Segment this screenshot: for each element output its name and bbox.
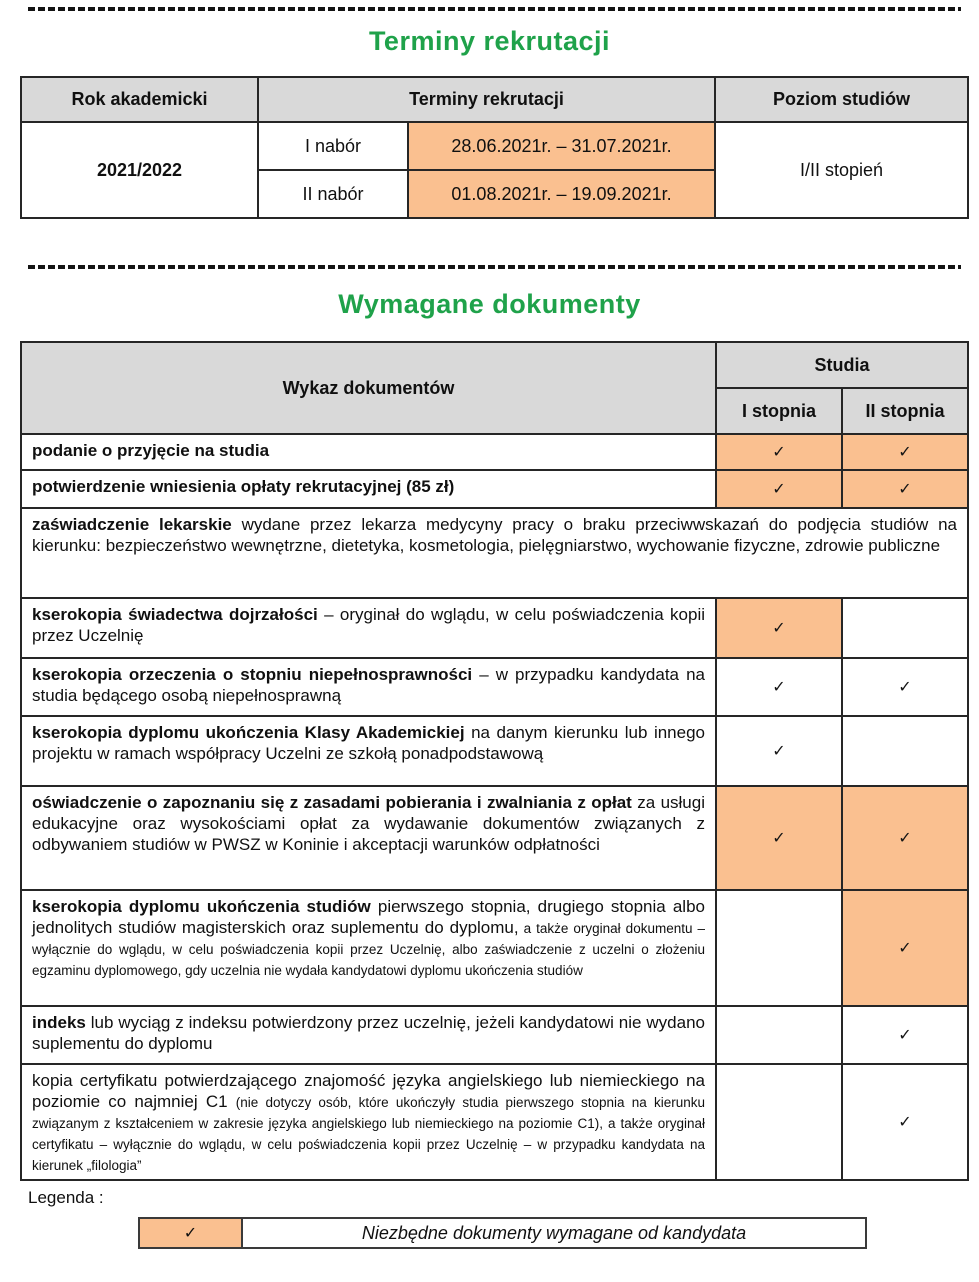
second-intake-dates: 01.08.2021r. – 19.09.2021r.: [408, 170, 715, 218]
document-row-text: kopia certyfikatu potwierdzającego znajomość języka angielskiego lub niemieckiego na poziomie co najmniej C1 (nie dotyczy osób, które ukończyły studia pierwszego stopnia na kierunku związanym z kształceniem w zakresie języka angielskiego lub niemieckiego na poziomie C1), a także oryginał certyfikatu – wyłącznie do wglądu, w celu poświadczenia kopii przez Uczelnię – w przypadku kandydata na kierunek „filologia”: [21, 1064, 716, 1180]
document-row-medical-certificate: [21, 508, 968, 598]
legend-description: Niezbędne dokumenty wymagane od kandydata: [242, 1218, 866, 1248]
check-cell-second-degree: [842, 716, 968, 786]
first-intake-label: I nabór: [258, 122, 408, 170]
section-title-recruitment-terms: Terminy rekrutacji: [368, 26, 611, 56]
schedule-header-row: [21, 77, 968, 122]
academic-year-value: 2021/2022: [21, 122, 258, 218]
check-cell-first-degree: ✓: [716, 470, 842, 508]
document-row-language-certificate: [21, 1064, 968, 1180]
second-intake-label: II nabór: [258, 170, 408, 218]
documents-header-second-degree: II stopnia: [842, 388, 968, 434]
document-row-text: kserokopia orzeczenia o stopniu niepełnosprawności – w przypadku kandydata na studia będącego osobą niepełnosprawną: [21, 658, 716, 716]
check-cell-first-degree: ✓: [716, 716, 842, 786]
legend-row: [139, 1218, 866, 1248]
check-cell-second-degree: ✓: [842, 1064, 968, 1180]
check-cell-second-degree: ✓: [842, 1006, 968, 1064]
first-intake-dates: 28.06.2021r. – 31.07.2021r.: [408, 122, 715, 170]
document-row-text: zaświadczenie lekarskie wydane przez lekarza medycyny pracy o braku przeciwwskazań do podjęcia studiów na kierunku: bezpieczeństwo wewnętrzne, dietetyka, kosmetologia, pielęgniarstwo, wychowanie fizyczne, zdrowie publiczne: [21, 508, 968, 598]
document-row-text: kserokopia dyplomu ukończenia Klasy Akademickiej na danym kierunku lub innego projektu w ramach współpracy Uczelni ze szkołą ponadpodstawową: [21, 716, 716, 786]
schedule-header-study-level: Poziom studiów: [715, 77, 968, 122]
check-cell-second-degree: ✓: [842, 470, 968, 508]
document-row-text: kserokopia świadectwa dojrzałości – oryginał do wglądu, w celu poświadczenia kopii przez Uczelnię: [21, 598, 716, 658]
dashed-separator-middle: [28, 265, 961, 269]
document-row-index: [21, 1006, 968, 1064]
documents-header-studies-group: Studia: [716, 342, 968, 388]
documents-header-list: Wykaz dokumentów: [21, 342, 716, 434]
check-cell-first-degree: ✓: [716, 786, 842, 890]
schedule-row-first-intake: [21, 122, 968, 170]
document-row-fee-confirmation: [21, 470, 968, 508]
schedule-header-academic-year: Rok akademicki: [21, 77, 258, 122]
check-cell-second-degree: ✓: [842, 786, 968, 890]
document-row-application: [21, 434, 968, 470]
dashed-separator-top: [28, 7, 961, 11]
check-cell-first-degree: [716, 1064, 842, 1180]
document-row-text: indeks lub wyciąg z indeksu potwierdzony przez uczelnię, jeżeli kandydatowi nie wydano suplementu do dyplomu: [21, 1006, 716, 1064]
documents-header-row-1: [21, 342, 968, 388]
check-cell-second-degree: ✓: [842, 434, 968, 470]
schedule-header-terms: Terminy rekrutacji: [258, 77, 715, 122]
document-row-text: podanie o przyjęcie na studia: [21, 434, 716, 470]
legend-label: Legenda :: [28, 1188, 104, 1207]
check-cell-second-degree: ✓: [842, 890, 968, 1006]
check-cell-first-degree: [716, 1006, 842, 1064]
check-cell-second-degree: ✓: [842, 658, 968, 716]
legend-check-sample: ✓: [139, 1218, 242, 1248]
document-row-maturity-certificate: [21, 598, 968, 658]
check-cell-first-degree: [716, 890, 842, 1006]
documents-header-first-degree: I stopnia: [716, 388, 842, 434]
document-row-text: kserokopia dyplomu ukończenia studiów pierwszego stopnia, drugiego stopnia albo jednolitych studiów magisterskich oraz suplementu do dyplomu, a także oryginał dokumentu – wyłącznie do wglądu, w celu poświadczenia kopii przez Uczelnię, albo zaświadczenie z uczelni o złożeniu egzaminu dyplomowego, gdy uczelnia nie wydała kandydatowi dyplomu ukończenia studiów: [21, 890, 716, 1006]
document-row-disability-certificate: [21, 658, 968, 716]
document-row-text: oświadczenie o zapoznaniu się z zasadami pobierania i zwalniania z opłat za usługi edukacyjne oraz wysokościami opłat za wydawanie dokumentów związanych z odbywaniem studiów w PWSZ w Koninie i akceptacji warunków odpłatności: [21, 786, 716, 890]
recruitment-schedule-table: [20, 76, 969, 219]
check-cell-first-degree: ✓: [716, 434, 842, 470]
section-title-required-documents: Wymagane dokumenty: [338, 289, 641, 319]
document-row-study-diploma: [21, 890, 968, 1006]
document-row-text: potwierdzenie wniesienia opłaty rekrutacyjnej (85 zł): [21, 470, 716, 508]
study-level-value: I/II stopień: [715, 122, 968, 218]
check-cell-first-degree: ✓: [716, 598, 842, 658]
document-row-academic-class-diploma: [21, 716, 968, 786]
required-documents-table: [20, 341, 969, 1181]
check-cell-first-degree: ✓: [716, 658, 842, 716]
legend-table: [138, 1217, 867, 1249]
check-cell-second-degree: [842, 598, 968, 658]
document-row-fees-statement: [21, 786, 968, 890]
